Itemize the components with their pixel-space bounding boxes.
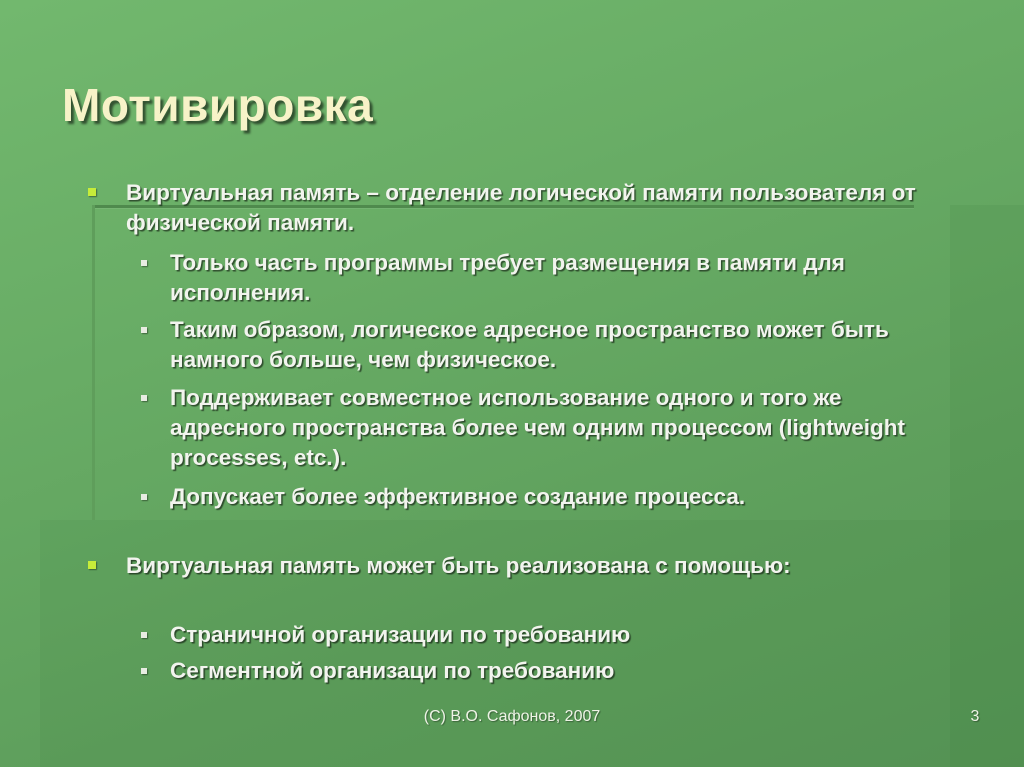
bullet-text: Виртуальная память – отделение логической памяти пользователя от физической памяти. — [126, 180, 916, 235]
small-square-bullet-icon — [141, 494, 147, 500]
sub-bullet-text: Таким образом, логическое адресное пространство может быть намного больше, чем физическое. — [170, 317, 889, 372]
sub-bullet-text: Только часть программы требует размещения в памяти для исполнения. — [170, 250, 845, 305]
sub-bullet-text: Страничной организации по требованию — [170, 622, 631, 647]
small-square-bullet-icon — [141, 668, 147, 674]
sub-bullet-text: Поддерживает совместное использование одного и того же адресного пространства более чем одним процессом (lightweight processes, etc.). — [170, 385, 905, 470]
bullet-item — [126, 551, 926, 581]
small-square-bullet-icon — [141, 327, 147, 333]
square-bullet-icon — [88, 188, 96, 196]
small-square-bullet-icon — [141, 632, 147, 638]
small-square-bullet-icon — [141, 395, 147, 401]
decorative-divider-vertical — [92, 205, 95, 520]
footer-copyright: (C) В.О. Сафонов, 2007 — [423, 708, 601, 725]
sub-bullet-text: Сегментной организаци по требованию — [170, 658, 615, 683]
decorative-panel-right — [950, 205, 1024, 767]
sub-bullet-text: Допускает более эффективное создание процесса. — [170, 484, 746, 509]
sub-bullet-item — [170, 620, 930, 650]
slide-title: Мотивировка — [62, 79, 374, 131]
square-bullet-icon — [88, 561, 96, 569]
small-square-bullet-icon — [141, 260, 147, 266]
sub-bullet-item — [170, 315, 930, 375]
sub-bullet-item — [170, 383, 930, 473]
bullet-item — [126, 178, 926, 238]
sub-bullet-item — [170, 482, 930, 512]
page-number: 3 — [970, 708, 980, 725]
bullet-text: Виртуальная память может быть реализована с помощью: — [126, 553, 791, 578]
sub-bullet-item — [170, 656, 930, 686]
sub-bullet-item — [170, 248, 930, 308]
